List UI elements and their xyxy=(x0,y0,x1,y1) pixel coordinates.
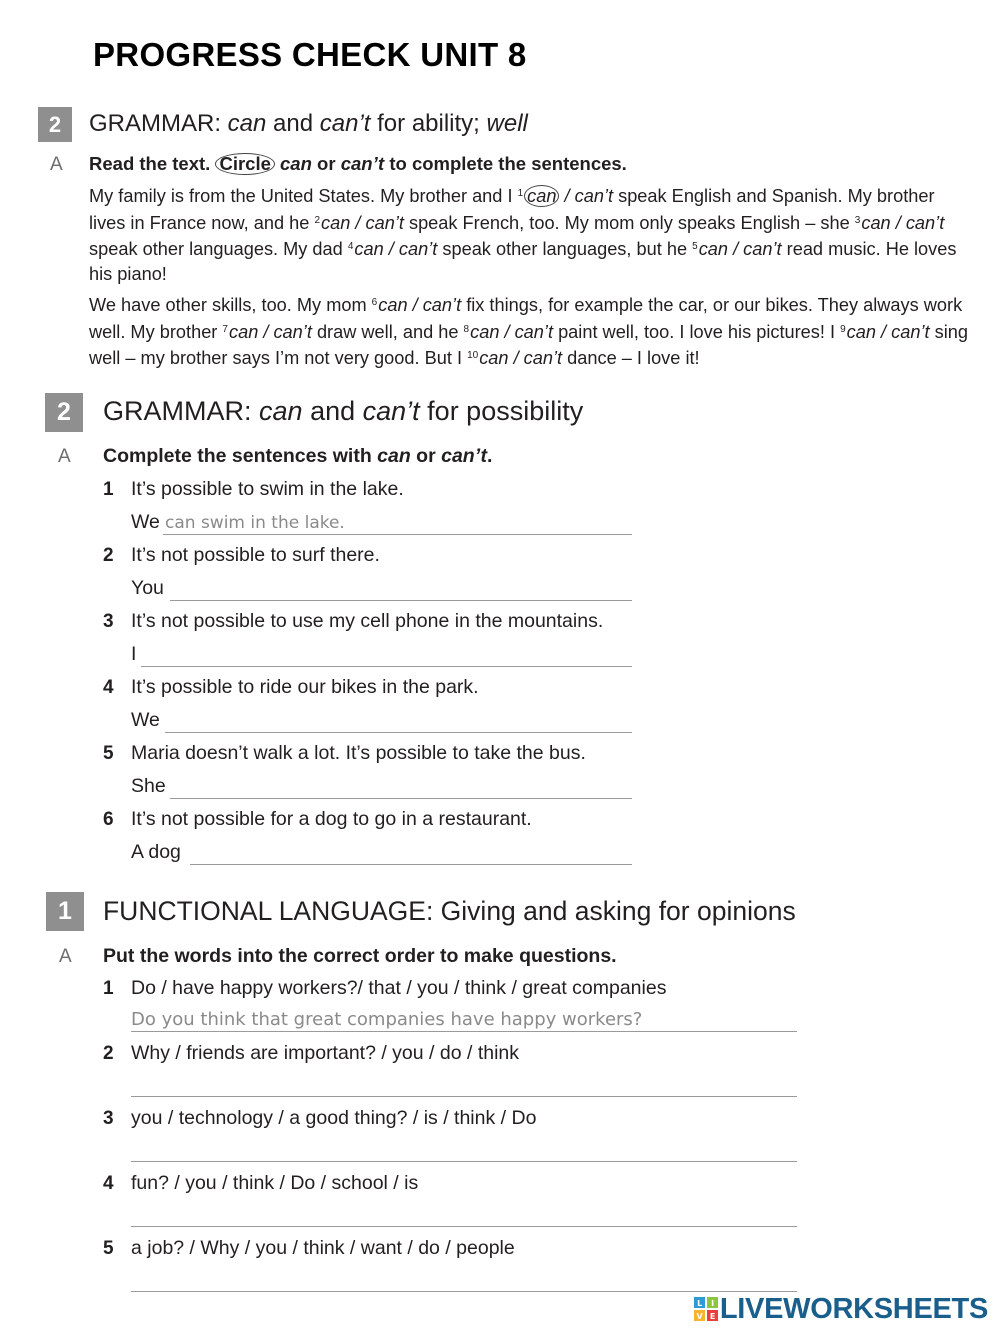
answer-starter: A dog xyxy=(131,841,181,863)
answer-field[interactable] xyxy=(131,1137,797,1162)
answer-field[interactable] xyxy=(165,708,632,733)
logo-mark-letter-l: L xyxy=(696,1299,702,1308)
section-number: 2 xyxy=(48,111,62,137)
answer-text: can swim in the lake. xyxy=(165,513,345,533)
paragraph: We have other skills, too. My mom $^6$can / can’t fix things, for example the car, or our bikes. They always work well. My brother $^7$can / can’t draw well, and he $^8$can / can’t paint well, too. I love his pictures! I $^9$can / can’t sing well – my brother says I’m not very good. But I $^{10}$can / can’t dance – I love it! xyxy=(89,295,968,368)
question-prompt: fun? / you / think / Do / school / is xyxy=(131,1172,419,1194)
section-number: 2 xyxy=(57,398,71,426)
answer-field[interactable] xyxy=(170,774,632,799)
answer-starter: I xyxy=(131,643,137,665)
question-prompt: a job? / Why / you / think / want / do / people xyxy=(131,1237,515,1259)
question-number: 4 xyxy=(103,677,114,698)
answer-field[interactable] xyxy=(163,510,632,535)
question-number: 1 xyxy=(103,978,114,999)
question-prompt: It’s not possible for a dog to go in a restaurant. xyxy=(131,808,532,830)
choice[interactable]: can / can’t xyxy=(479,348,563,368)
choice[interactable]: can / can’t xyxy=(470,321,554,342)
choice[interactable]: can / can’t xyxy=(354,239,438,259)
exercise-instruction: Put the words into the correct order to make questions. xyxy=(103,945,617,967)
question-number: 6 xyxy=(103,809,114,830)
logo-mark-letter-e: E xyxy=(709,1312,715,1321)
choice[interactable]: can / can’t xyxy=(228,321,312,342)
choice[interactable]: can / can’t xyxy=(378,295,462,315)
answer-text: Do you think that great companies have happy workers? xyxy=(131,1009,643,1030)
choice[interactable]: can / can’t xyxy=(846,321,930,342)
answer-field[interactable] xyxy=(190,840,632,865)
reading-text xyxy=(89,182,969,376)
answer-starter: We xyxy=(131,511,160,533)
choice[interactable]: can / can’t xyxy=(321,212,404,233)
answer-field[interactable] xyxy=(141,642,632,667)
question-number: 2 xyxy=(103,1043,114,1064)
liveworksheets-logo-icon xyxy=(694,1297,718,1321)
question-number: 3 xyxy=(103,611,114,632)
question-number: 1 xyxy=(103,479,114,500)
exercise-letter: A xyxy=(58,446,71,467)
answer-field[interactable] xyxy=(131,1072,797,1097)
choice-circled[interactable]: can xyxy=(524,185,559,207)
section-heading: GRAMMAR: can and can’t for possibility xyxy=(103,396,584,426)
question-prompt: Do / have happy workers?/ that / you / think / great companies xyxy=(131,977,667,999)
question-number: 5 xyxy=(103,743,114,764)
answer-starter: You xyxy=(131,577,164,599)
paragraph: My family is from the United States. My brother and I $^1$ can / can’t speak English and Spanish. My brother lives in France now, and he $^2$can / can’t speak French, too. My mom only speaks English – she $^3$can / can’t speak other languages. My dad $^4$can / can’t speak other languages, but he $^5$can / can’t read music. He loves his piano! xyxy=(89,186,957,284)
answer-field[interactable] xyxy=(131,1202,797,1227)
logo-mark-letter-i: I xyxy=(711,1299,714,1308)
choice[interactable]: can / can’t xyxy=(861,212,945,233)
question-prompt: It’s not possible to use my cell phone in the mountains. xyxy=(131,610,604,632)
question-prompt: It’s possible to swim in the lake. xyxy=(131,478,404,500)
exercise-letter: A xyxy=(50,154,63,175)
exercise-instruction: Read the text. Circle can or can’t to complete the sentences. xyxy=(89,153,627,174)
answer-field[interactable] xyxy=(131,1007,797,1032)
circle-word: Circle xyxy=(215,153,274,175)
answer-field[interactable] xyxy=(170,576,632,601)
answer-starter: She xyxy=(131,775,166,797)
exercise-instruction: Complete the sentences with can or can’t. xyxy=(103,445,493,467)
logo-text: LIVEWORKSHEETS xyxy=(719,1292,988,1325)
question-number: 3 xyxy=(103,1108,114,1129)
question-number: 2 xyxy=(103,545,114,566)
question-prompt: It’s not possible to surf there. xyxy=(131,544,380,566)
answer-field[interactable] xyxy=(131,1267,797,1292)
answer-starter: We xyxy=(131,709,160,731)
section-number-box xyxy=(45,393,83,432)
question-prompt: It’s possible to ride our bikes in the park. xyxy=(131,676,479,698)
liveworksheets-logo xyxy=(694,1292,988,1326)
question-number: 5 xyxy=(103,1238,114,1259)
section-number-box xyxy=(38,107,72,142)
question-prompt: Maria doesn’t walk a lot. It’s possible to take the bus. xyxy=(131,742,586,764)
page-title: PROGRESS CHECK UNIT 8 xyxy=(93,36,527,73)
section-number: 1 xyxy=(58,897,72,925)
section-number-box xyxy=(46,892,84,931)
logo-mark-letter-v: V xyxy=(696,1312,703,1321)
question-number: 4 xyxy=(103,1173,114,1194)
question-prompt: you / technology / a good thing? / is / think / Do xyxy=(131,1107,537,1129)
section-heading: FUNCTIONAL LANGUAGE: Giving and asking for opinions xyxy=(103,896,796,926)
exercise-letter: A xyxy=(59,946,72,967)
choice[interactable]: can / can’t xyxy=(698,239,782,259)
section-heading: GRAMMAR: can and can’t for ability; well xyxy=(89,110,528,137)
question-prompt: Why / friends are important? / you / do / think xyxy=(131,1042,520,1064)
